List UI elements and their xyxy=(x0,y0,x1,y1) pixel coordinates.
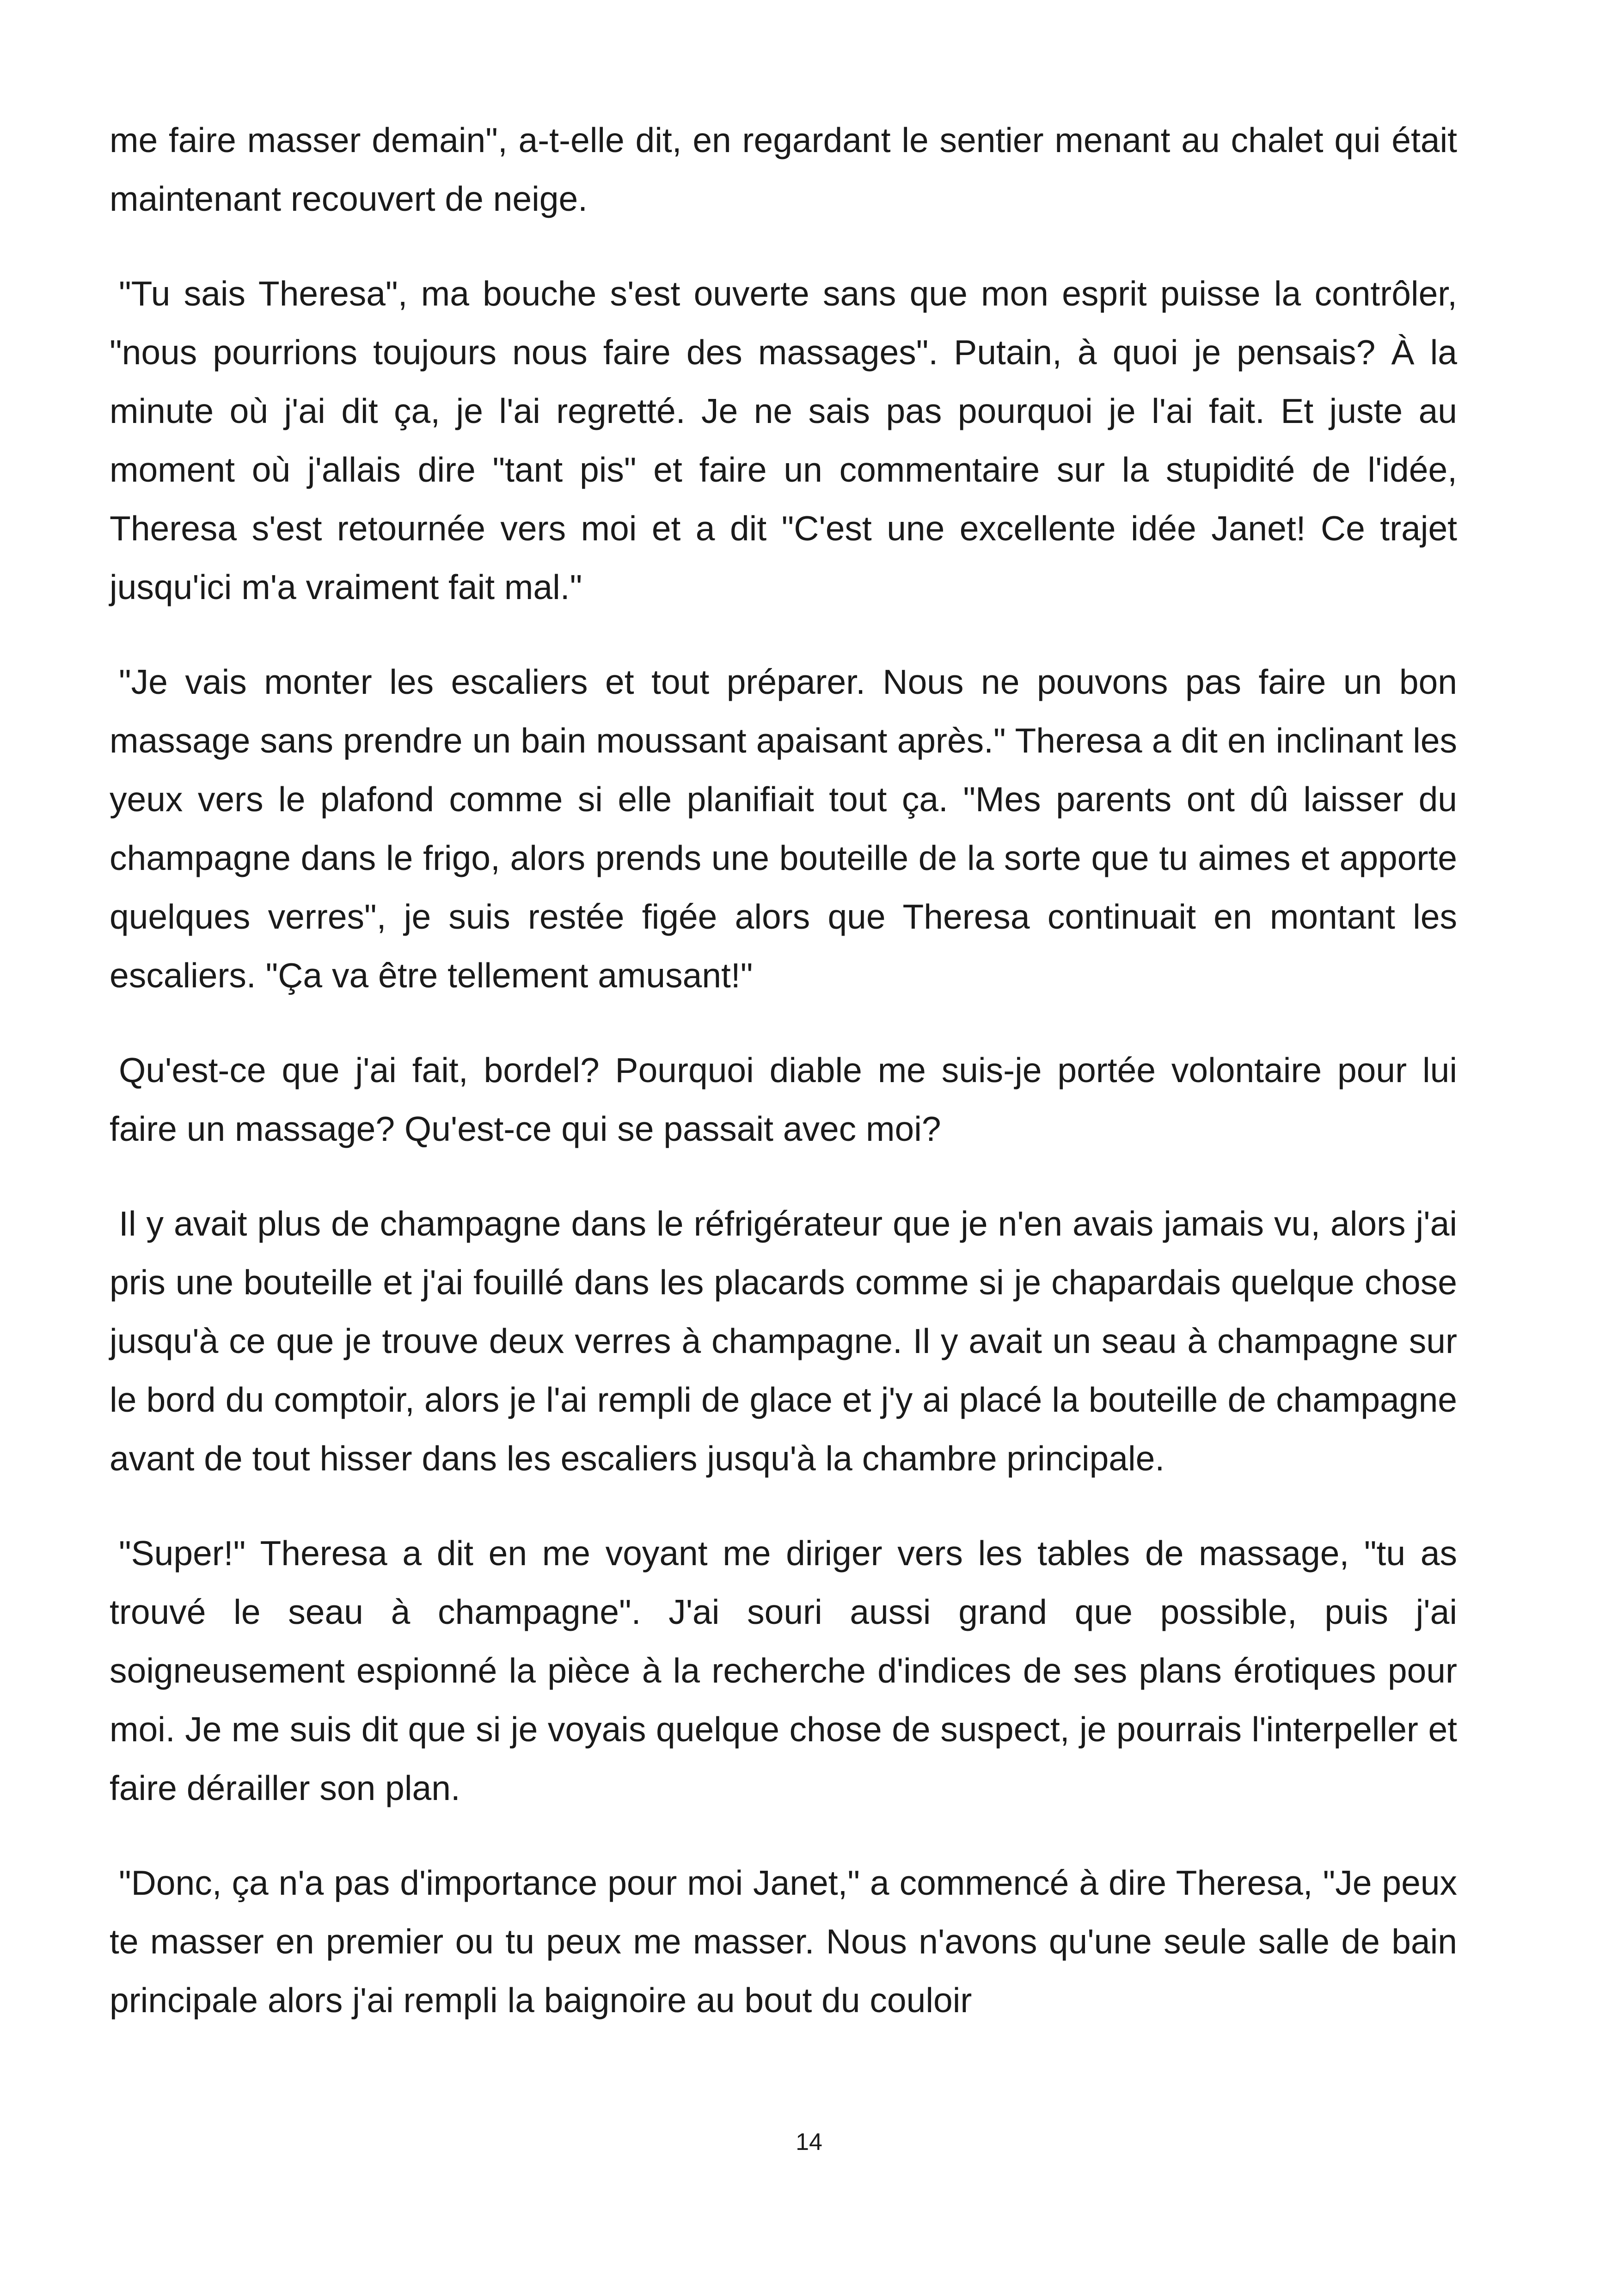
paragraph-1: me faire masser demain", a-t-elle dit, en regardant le sentier menant au chalet qui était maintenant recouvert de neige. xyxy=(110,121,1457,218)
paragraph-6: "Super!" Theresa a dit en me voyant me diriger vers les tables de massage, "tu as trouvé le seau à champagne". J'ai souri aussi grand que possible, puis j'ai soigneusement espionné la pièce à la recherche d'indices de ses plans érotiques pour moi. Je me suis dit que si je voyais quelque chose de suspect, je pourrais l'interpeller et faire dérailler son plan. xyxy=(110,1534,1457,1807)
paragraph-4: Qu'est-ce que j'ai fait, bordel? Pourquoi diable me suis-je portée volontaire pour lui faire un massage? Qu'est-ce qui se passait avec moi? xyxy=(110,1051,1457,1148)
paragraph-2: "Tu sais Theresa", ma bouche s'est ouverte sans que mon esprit puisse la contrôler, "nous pourrions toujours nous faire des massages". Putain, à quoi je pensais? À la minute où j'ai dit ça, je l'ai regretté. Je ne sais pas pourquoi je l'ai fait. Et juste au moment où j'allais dire "tant pis" et faire un commentaire sur la stupidité de l'idée, Theresa s'est retournée vers moi et a dit "C'est une excellente idée Janet! Ce trajet jusqu'ici m'a vraiment fait mal." xyxy=(110,274,1457,606)
page-number: 14 xyxy=(796,2129,822,2155)
paragraph-3: "Je vais monter les escaliers et tout préparer. Nous ne pouvons pas faire un bon massage sans prendre un bain moussant apaisant après." Theresa a dit en inclinant les yeux vers le plafond comme si elle planifiait tout ça. "Mes parents ont dû laisser du champagne dans le frigo, alors prends une bouteille de la sorte que tu aimes et apporte quelques verres", je suis restée figée alors que Theresa continuait en montant les escaliers. "Ça va être tellement amusant!" xyxy=(110,662,1457,995)
paragraph-7: "Donc, ça n'a pas d'importance pour moi Janet," a commencé à dire Theresa, "Je peux te masser en premier ou tu peux me masser. Nous n'avons qu'une seule salle de bain principale alors j'ai rempli la baignoire au bout du couloir xyxy=(110,1863,1457,2020)
body-text xyxy=(110,111,1457,2030)
paragraph-5: Il y avait plus de champagne dans le réfrigérateur que je n'en avais jamais vu, alors j'ai pris une bouteille et j'ai fouillé dans les placards comme si je chapardais quelque chose jusqu'à ce que je trouve deux verres à champagne. Il y avait un seau à champagne sur le bord du comptoir, alors je l'ai rempli de glace et j'y ai placé la bouteille de champagne avant de tout hisser dans les escaliers jusqu'à la chambre principale. xyxy=(110,1204,1457,1478)
